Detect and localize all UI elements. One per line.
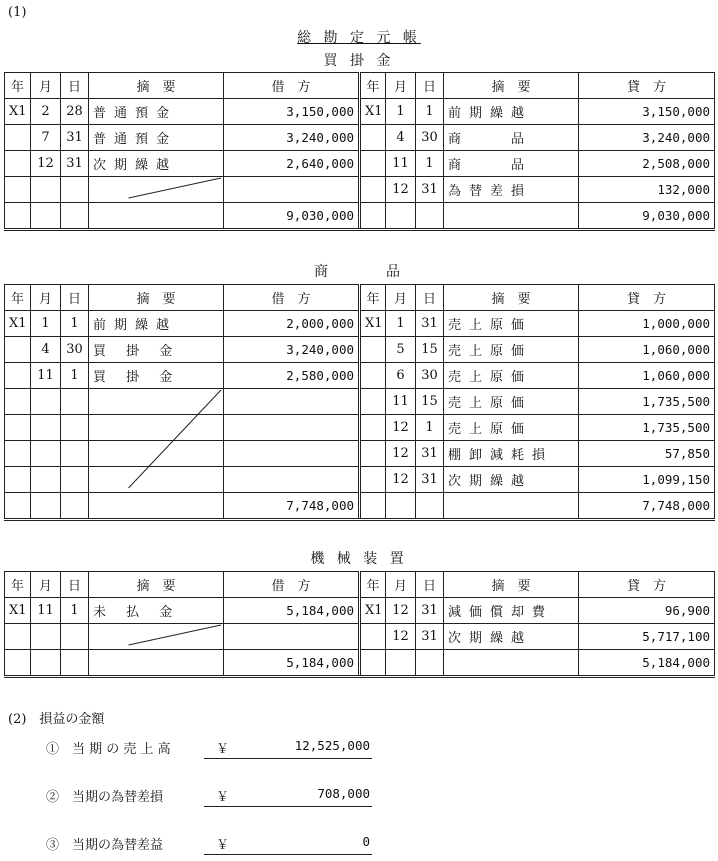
- credit-month: 5: [386, 337, 416, 363]
- header-month: 月: [386, 73, 416, 99]
- header-desc: 摘 要: [89, 73, 224, 99]
- table-row: [5, 389, 715, 415]
- credit-year: X1: [360, 311, 386, 337]
- credit-amount: 1,735,500: [579, 389, 715, 415]
- debit-year: [5, 337, 31, 363]
- answer-underline: [204, 806, 372, 807]
- ledger-table: [4, 284, 715, 521]
- credit-year: [360, 151, 386, 177]
- debit-desc: [89, 177, 224, 203]
- header-year: 年: [360, 572, 386, 598]
- debit-day: [61, 441, 89, 467]
- credit-day: 31: [416, 311, 444, 337]
- header-year: 年: [5, 73, 31, 99]
- debit-amount: 3,150,000: [224, 99, 360, 125]
- header-desc: 摘 要: [444, 572, 579, 598]
- debit-desc: 前期繰越: [89, 311, 224, 337]
- debit-amount: 2,640,000: [224, 151, 360, 177]
- debit-amount: 3,240,000: [224, 337, 360, 363]
- debit-day: 1: [61, 363, 89, 389]
- yen-symbol: ￥: [216, 838, 230, 853]
- credit-amount: 1,735,500: [579, 415, 715, 441]
- credit-day: 30: [416, 125, 444, 151]
- header-desc: 摘 要: [89, 285, 224, 311]
- credit-day: 15: [416, 389, 444, 415]
- credit-year: [360, 389, 386, 415]
- total-row: [5, 203, 715, 230]
- debit-amount: [224, 624, 360, 650]
- total-empty-cell: [61, 493, 89, 520]
- credit-amount: 1,099,150: [579, 467, 715, 493]
- total-empty-cell: [61, 203, 89, 230]
- credit-desc: 商 品: [444, 151, 579, 177]
- credit-total: 5,184,000: [579, 650, 715, 677]
- debit-year: X1: [5, 598, 31, 624]
- credit-month: 11: [386, 151, 416, 177]
- total-row: [5, 493, 715, 520]
- credit-year: [360, 467, 386, 493]
- debit-month: 7: [31, 125, 61, 151]
- debit-month: [31, 389, 61, 415]
- debit-amount: [224, 441, 360, 467]
- total-empty-cell: [61, 650, 89, 677]
- debit-day: 1: [61, 311, 89, 337]
- total-empty-cell: [416, 203, 444, 230]
- pl-item-amount: 0: [362, 834, 370, 849]
- table-row: [5, 125, 715, 151]
- table-row: [5, 363, 715, 389]
- credit-year: [360, 337, 386, 363]
- credit-desc: 為替差損: [444, 177, 579, 203]
- debit-year: [5, 467, 31, 493]
- credit-month: 12: [386, 177, 416, 203]
- header-month: 月: [31, 73, 61, 99]
- yen-symbol: ￥: [216, 790, 230, 805]
- credit-day: 15: [416, 337, 444, 363]
- debit-desc: 買 掛 金: [89, 337, 224, 363]
- debit-amount: 3,240,000: [224, 125, 360, 151]
- debit-month: [31, 415, 61, 441]
- header-credit: 貸 方: [579, 572, 715, 598]
- total-empty-cell: [89, 203, 224, 230]
- credit-desc: 売上原価: [444, 415, 579, 441]
- credit-day: 31: [416, 624, 444, 650]
- credit-year: X1: [360, 598, 386, 624]
- total-empty-cell: [360, 203, 386, 230]
- total-empty-cell: [360, 493, 386, 520]
- header-debit: 借 方: [224, 285, 360, 311]
- total-empty-cell: [444, 203, 579, 230]
- header-day: 日: [416, 285, 444, 311]
- table-row: [5, 311, 715, 337]
- table-row: [5, 467, 715, 493]
- pl-item: [46, 834, 386, 858]
- debit-desc: 買 掛 金: [89, 363, 224, 389]
- credit-month: 12: [386, 624, 416, 650]
- debit-month: [31, 624, 61, 650]
- debit-month: 12: [31, 151, 61, 177]
- debit-month: 11: [31, 363, 61, 389]
- credit-month: 6: [386, 363, 416, 389]
- credit-amount: 3,150,000: [579, 99, 715, 125]
- debit-month: 11: [31, 598, 61, 624]
- yen-symbol: ￥: [216, 742, 230, 757]
- debit-day: [61, 389, 89, 415]
- debit-desc: 普通預金: [89, 99, 224, 125]
- total-empty-cell: [89, 650, 224, 677]
- credit-day: 30: [416, 363, 444, 389]
- part2-label: (2) 損益の金額: [8, 712, 105, 727]
- credit-desc: 棚卸減耗損: [444, 441, 579, 467]
- header-debit: 借 方: [224, 572, 360, 598]
- header-desc: 摘 要: [89, 572, 224, 598]
- pl-item: [46, 786, 386, 810]
- credit-amount: 3,240,000: [579, 125, 715, 151]
- table-row: [5, 441, 715, 467]
- credit-year: [360, 125, 386, 151]
- credit-desc: 商 品: [444, 125, 579, 151]
- credit-amount: 1,000,000: [579, 311, 715, 337]
- general-ledger-title: 総 勘 定 元 帳: [297, 30, 421, 46]
- pl-item-amount: 708,000: [317, 786, 370, 801]
- credit-total: 9,030,000: [579, 203, 715, 230]
- credit-month: 1: [386, 311, 416, 337]
- table-row: [5, 337, 715, 363]
- total-empty-cell: [31, 203, 61, 230]
- debit-month: [31, 177, 61, 203]
- debit-year: X1: [5, 99, 31, 125]
- pl-item-label: ① 当 期 の 売 上 高: [46, 742, 171, 757]
- header-day: 日: [416, 572, 444, 598]
- debit-desc: 普通預金: [89, 125, 224, 151]
- credit-desc: 売上原価: [444, 337, 579, 363]
- debit-year: [5, 151, 31, 177]
- debit-month: [31, 441, 61, 467]
- credit-year: [360, 363, 386, 389]
- ledger-table: [4, 571, 715, 678]
- header-debit: 借 方: [224, 73, 360, 99]
- debit-amount: 2,580,000: [224, 363, 360, 389]
- credit-year: X1: [360, 99, 386, 125]
- credit-month: 12: [386, 441, 416, 467]
- debit-year: [5, 389, 31, 415]
- total-empty-cell: [444, 650, 579, 677]
- total-empty-cell: [416, 650, 444, 677]
- debit-day: 31: [61, 125, 89, 151]
- debit-year: [5, 624, 31, 650]
- header-month: 月: [31, 572, 61, 598]
- credit-amount: 1,060,000: [579, 363, 715, 389]
- part1-label: (1): [8, 5, 27, 20]
- debit-year: [5, 441, 31, 467]
- credit-month: 11: [386, 389, 416, 415]
- debit-day: 30: [61, 337, 89, 363]
- debit-amount: [224, 467, 360, 493]
- debit-year: [5, 125, 31, 151]
- total-empty-cell: [5, 493, 31, 520]
- debit-day: 28: [61, 99, 89, 125]
- credit-day: 1: [416, 99, 444, 125]
- debit-year: [5, 177, 31, 203]
- credit-month: 12: [386, 598, 416, 624]
- header-year: 年: [5, 285, 31, 311]
- credit-year: [360, 441, 386, 467]
- debit-desc: 未 払 金: [89, 598, 224, 624]
- total-empty-cell: [386, 650, 416, 677]
- debit-desc: [89, 415, 224, 441]
- total-empty-cell: [5, 650, 31, 677]
- header-month: 月: [31, 285, 61, 311]
- answer-underline: [204, 758, 372, 759]
- total-row: [5, 650, 715, 677]
- account-title: 買 掛 金: [323, 53, 395, 69]
- debit-month: 1: [31, 311, 61, 337]
- credit-year: [360, 177, 386, 203]
- header-day: 日: [61, 285, 89, 311]
- credit-day: 31: [416, 441, 444, 467]
- header-credit: 貸 方: [579, 285, 715, 311]
- credit-desc: 前期繰越: [444, 99, 579, 125]
- credit-month: 1: [386, 99, 416, 125]
- total-empty-cell: [89, 493, 224, 520]
- pl-item-label: ③ 当期の為替差益: [46, 838, 164, 853]
- credit-desc: 売上原価: [444, 363, 579, 389]
- credit-desc: 次期繰越: [444, 467, 579, 493]
- credit-day: 1: [416, 151, 444, 177]
- header-day: 日: [416, 73, 444, 99]
- total-empty-cell: [360, 650, 386, 677]
- debit-amount: 5,184,000: [224, 598, 360, 624]
- header-month: 月: [386, 285, 416, 311]
- table-row: [5, 415, 715, 441]
- debit-desc: [89, 624, 224, 650]
- account-title: 機 械 装 置: [310, 551, 408, 567]
- table-row: [5, 598, 715, 624]
- credit-total: 7,748,000: [579, 493, 715, 520]
- debit-amount: [224, 415, 360, 441]
- pl-item-amount: 12,525,000: [294, 738, 370, 753]
- credit-year: [360, 415, 386, 441]
- debit-day: 1: [61, 598, 89, 624]
- debit-total: 7,748,000: [224, 493, 360, 520]
- credit-desc: 次期繰越: [444, 624, 579, 650]
- credit-day: 31: [416, 598, 444, 624]
- debit-month: [31, 467, 61, 493]
- account-title: 商 品: [314, 264, 404, 280]
- credit-desc: 売上原価: [444, 311, 579, 337]
- credit-amount: 132,000: [579, 177, 715, 203]
- debit-total: 9,030,000: [224, 203, 360, 230]
- total-empty-cell: [416, 493, 444, 520]
- total-empty-cell: [386, 203, 416, 230]
- total-empty-cell: [31, 493, 61, 520]
- answer-underline: [204, 854, 372, 855]
- ledger-table: [4, 72, 715, 231]
- header-credit: 貸 方: [579, 73, 715, 99]
- total-empty-cell: [31, 650, 61, 677]
- table-row: [5, 151, 715, 177]
- credit-amount: 96,900: [579, 598, 715, 624]
- credit-desc: 減価償却費: [444, 598, 579, 624]
- credit-month: 12: [386, 415, 416, 441]
- credit-month: 4: [386, 125, 416, 151]
- credit-day: 31: [416, 177, 444, 203]
- total-empty-cell: [444, 493, 579, 520]
- table-row: [5, 99, 715, 125]
- debit-desc: [89, 441, 224, 467]
- debit-total: 5,184,000: [224, 650, 360, 677]
- credit-amount: 1,060,000: [579, 337, 715, 363]
- debit-day: 31: [61, 151, 89, 177]
- credit-day: 31: [416, 467, 444, 493]
- header-year: 年: [360, 285, 386, 311]
- header-month: 月: [386, 572, 416, 598]
- header-year: 年: [360, 73, 386, 99]
- credit-desc: 売上原価: [444, 389, 579, 415]
- debit-year: [5, 363, 31, 389]
- header-day: 日: [61, 73, 89, 99]
- header-year: 年: [5, 572, 31, 598]
- debit-day: [61, 624, 89, 650]
- debit-desc: [89, 389, 224, 415]
- credit-amount: 5,717,100: [579, 624, 715, 650]
- total-empty-cell: [386, 493, 416, 520]
- total-empty-cell: [5, 203, 31, 230]
- debit-desc: 次期繰越: [89, 151, 224, 177]
- debit-day: [61, 177, 89, 203]
- debit-amount: [224, 177, 360, 203]
- header-day: 日: [61, 572, 89, 598]
- debit-year: [5, 415, 31, 441]
- credit-year: [360, 624, 386, 650]
- debit-amount: 2,000,000: [224, 311, 360, 337]
- pl-item-label: ② 当期の為替差損: [46, 790, 164, 805]
- pl-item: [46, 738, 386, 762]
- credit-month: 12: [386, 467, 416, 493]
- debit-day: [61, 415, 89, 441]
- credit-amount: 57,850: [579, 441, 715, 467]
- credit-day: 1: [416, 415, 444, 441]
- debit-amount: [224, 389, 360, 415]
- debit-desc: [89, 467, 224, 493]
- header-desc: 摘 要: [444, 285, 579, 311]
- debit-day: [61, 467, 89, 493]
- header-desc: 摘 要: [444, 73, 579, 99]
- debit-month: 4: [31, 337, 61, 363]
- debit-month: 2: [31, 99, 61, 125]
- debit-year: X1: [5, 311, 31, 337]
- table-row: [5, 624, 715, 650]
- credit-amount: 2,508,000: [579, 151, 715, 177]
- table-row: [5, 177, 715, 203]
